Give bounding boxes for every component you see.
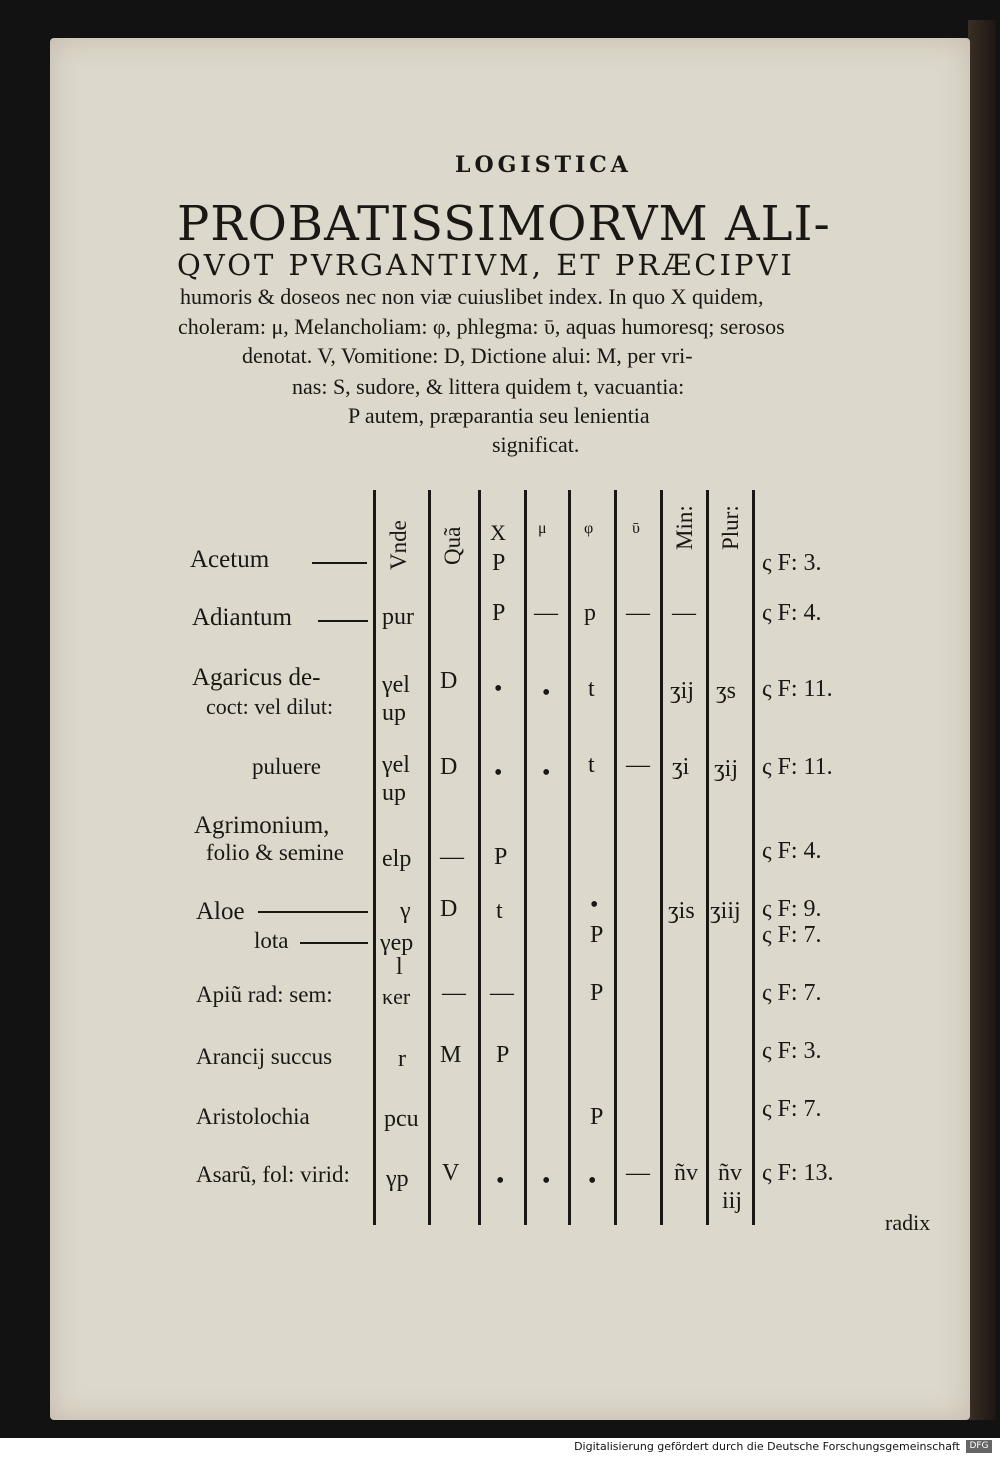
row-label: puluere bbox=[252, 754, 321, 779]
header-plur: Plur: bbox=[718, 505, 743, 550]
cell-unde: γp bbox=[386, 1166, 409, 1192]
leader-dash bbox=[300, 942, 368, 944]
cell-mu: • bbox=[542, 760, 551, 786]
cell-ref: ς F: 3. bbox=[762, 550, 822, 576]
cell-mu: • bbox=[542, 1168, 551, 1194]
column-rule-min bbox=[660, 490, 663, 1225]
cell-ref: ς F: 7. bbox=[762, 980, 822, 1006]
leader-dash bbox=[258, 911, 368, 913]
cell-min: ʒij bbox=[670, 678, 694, 704]
column-rule-x bbox=[478, 490, 481, 1225]
cell-qua: D bbox=[440, 896, 458, 922]
cell-unde-line-2: up bbox=[382, 700, 406, 726]
cell-x: P bbox=[492, 600, 506, 626]
cell-upsilon: — bbox=[626, 600, 650, 626]
cell-phi: t bbox=[588, 676, 595, 702]
cell-phi: P bbox=[590, 980, 604, 1006]
cell-unde: r bbox=[398, 1046, 406, 1072]
cell-x: • bbox=[494, 676, 503, 702]
cell-x: t bbox=[496, 898, 503, 924]
cell-ref: ς F: 4. bbox=[762, 600, 822, 626]
cell-phi: P bbox=[590, 1104, 604, 1130]
catchword: radix bbox=[885, 1210, 931, 1235]
cell-plur: ʒs bbox=[716, 678, 736, 704]
leader-dash bbox=[318, 620, 368, 622]
row-label: Aristolochia bbox=[196, 1104, 310, 1129]
cell-unde: elp bbox=[382, 846, 412, 872]
body-line-4: nas: S, sudore, & littera quidem t, vacuantia: bbox=[292, 374, 685, 399]
cell-phi: P bbox=[590, 922, 604, 948]
cell-unde: γel bbox=[382, 752, 410, 778]
cell-ref: ς F: 3. bbox=[762, 1038, 822, 1064]
header-unde: Vnde bbox=[386, 520, 411, 570]
cell-min: — bbox=[672, 600, 696, 626]
body-line-5: P autem, præparantia seu lenientia bbox=[348, 403, 650, 428]
title-line-2: QVOT PVRGANTIVM, ET PRÆCIPVI bbox=[177, 248, 795, 282]
cell-unde: γ bbox=[400, 898, 411, 924]
column-rule-qua bbox=[428, 490, 431, 1225]
header-qua: Quã bbox=[440, 526, 465, 565]
cell-plur: ʒiij bbox=[710, 898, 741, 924]
row-label: Apiũ rad: sem: bbox=[196, 982, 333, 1007]
cell-x: P bbox=[496, 1042, 510, 1068]
header-x: X bbox=[490, 520, 506, 545]
row-label: Asarũ, fol: virid: bbox=[196, 1162, 350, 1187]
cell-upsilon: — bbox=[626, 752, 650, 778]
cell-qua: D bbox=[440, 668, 458, 694]
cell-min: ʒi bbox=[672, 754, 690, 780]
cell-ref: ς F: 9. bbox=[762, 896, 822, 922]
cell-x: — bbox=[490, 980, 514, 1006]
body-line-6: significat. bbox=[492, 432, 580, 457]
cell-qua: V bbox=[442, 1160, 460, 1186]
cell-unde: κer bbox=[382, 984, 411, 1009]
cell-phi: • bbox=[590, 892, 599, 918]
cell-x: P bbox=[494, 844, 508, 870]
cell-ref: ς F: 7. bbox=[762, 1096, 822, 1122]
row-label-line-2: folio & semine bbox=[206, 840, 344, 865]
cell-ref: ς F: 11. bbox=[762, 676, 833, 702]
cell-min: ʒis bbox=[668, 898, 695, 924]
row-label-line-2: coct: vel dilut: bbox=[206, 694, 334, 719]
cell-unde: pcu bbox=[384, 1106, 419, 1132]
leader-dash bbox=[312, 562, 367, 564]
book-edge bbox=[968, 20, 996, 1420]
cell-phi: • bbox=[588, 1168, 597, 1194]
column-rule-plur bbox=[706, 490, 709, 1225]
cell-ref: ς F: 4. bbox=[762, 838, 822, 864]
cell-ref: ς F: 7. bbox=[762, 922, 822, 948]
column-rule-mu bbox=[524, 490, 527, 1225]
cell-x: • bbox=[496, 1168, 505, 1194]
cell-qua: D bbox=[440, 754, 458, 780]
cell-qua: — bbox=[442, 980, 466, 1006]
row-label: lota bbox=[254, 928, 289, 953]
cell-mu: • bbox=[542, 680, 551, 706]
cell-ref: ς F: 11. bbox=[762, 754, 833, 780]
cell-ref: ς F: 13. bbox=[762, 1160, 834, 1186]
cell-unde-line-2: up bbox=[382, 780, 406, 806]
running-head: LOGISTICA bbox=[455, 152, 632, 178]
cell-mu: — bbox=[534, 600, 558, 626]
cell-unde: γel bbox=[382, 672, 410, 698]
cell-x: P bbox=[492, 550, 506, 576]
row-label: Arancij succus bbox=[196, 1044, 333, 1069]
row-label: Agrimonium, bbox=[194, 812, 330, 839]
column-rule-phi bbox=[568, 490, 571, 1225]
header-min: Min: bbox=[672, 505, 697, 550]
cell-plur-line-2: iij bbox=[722, 1188, 743, 1214]
cell-unde-line-2: l bbox=[396, 954, 403, 980]
cell-plur: ʒij bbox=[714, 756, 738, 782]
row-label: Aloe bbox=[196, 898, 245, 925]
cell-x: • bbox=[494, 760, 503, 786]
footer-credit: Digitalisierung gefördert durch die Deutsche Forschungsgemeinschaft bbox=[574, 1440, 960, 1453]
header-phi: φ bbox=[584, 520, 594, 537]
cell-plur: ñv bbox=[718, 1160, 742, 1186]
header-mu: μ bbox=[538, 520, 547, 537]
body-line-2: choleram: μ, Melancholiam: φ, phlegma: ῡ, aquas humoresq; serosos bbox=[178, 314, 785, 339]
cell-unde: γep bbox=[380, 930, 414, 956]
cell-qua: M bbox=[440, 1042, 462, 1068]
title-line-1: PROBATISSIMORVM ALI- bbox=[177, 196, 831, 252]
header-upsilon: ῡ bbox=[632, 520, 640, 537]
column-rule-upsilon bbox=[614, 490, 617, 1225]
cell-phi: p bbox=[584, 600, 596, 626]
dfg-logo-icon: DFG bbox=[966, 1440, 992, 1453]
cell-qua: — bbox=[440, 844, 464, 870]
cell-unde: pur bbox=[382, 604, 414, 630]
cell-phi: t bbox=[588, 752, 595, 778]
row-label: Adiantum bbox=[192, 604, 292, 631]
column-rule-unde bbox=[373, 490, 376, 1225]
body-line-1: humoris & doseos nec non viæ cuiuslibet index. In quo X quidem, bbox=[180, 284, 764, 309]
row-label: Acetum bbox=[190, 546, 270, 573]
body-line-3: denotat. V, Vomitione: D, Dictione alui: M, per vri- bbox=[242, 343, 693, 368]
cell-min: ñv bbox=[674, 1160, 698, 1186]
column-rule-ref bbox=[752, 490, 755, 1225]
cell-upsilon: — bbox=[626, 1160, 650, 1186]
row-label: Agaricus de- bbox=[192, 664, 321, 691]
